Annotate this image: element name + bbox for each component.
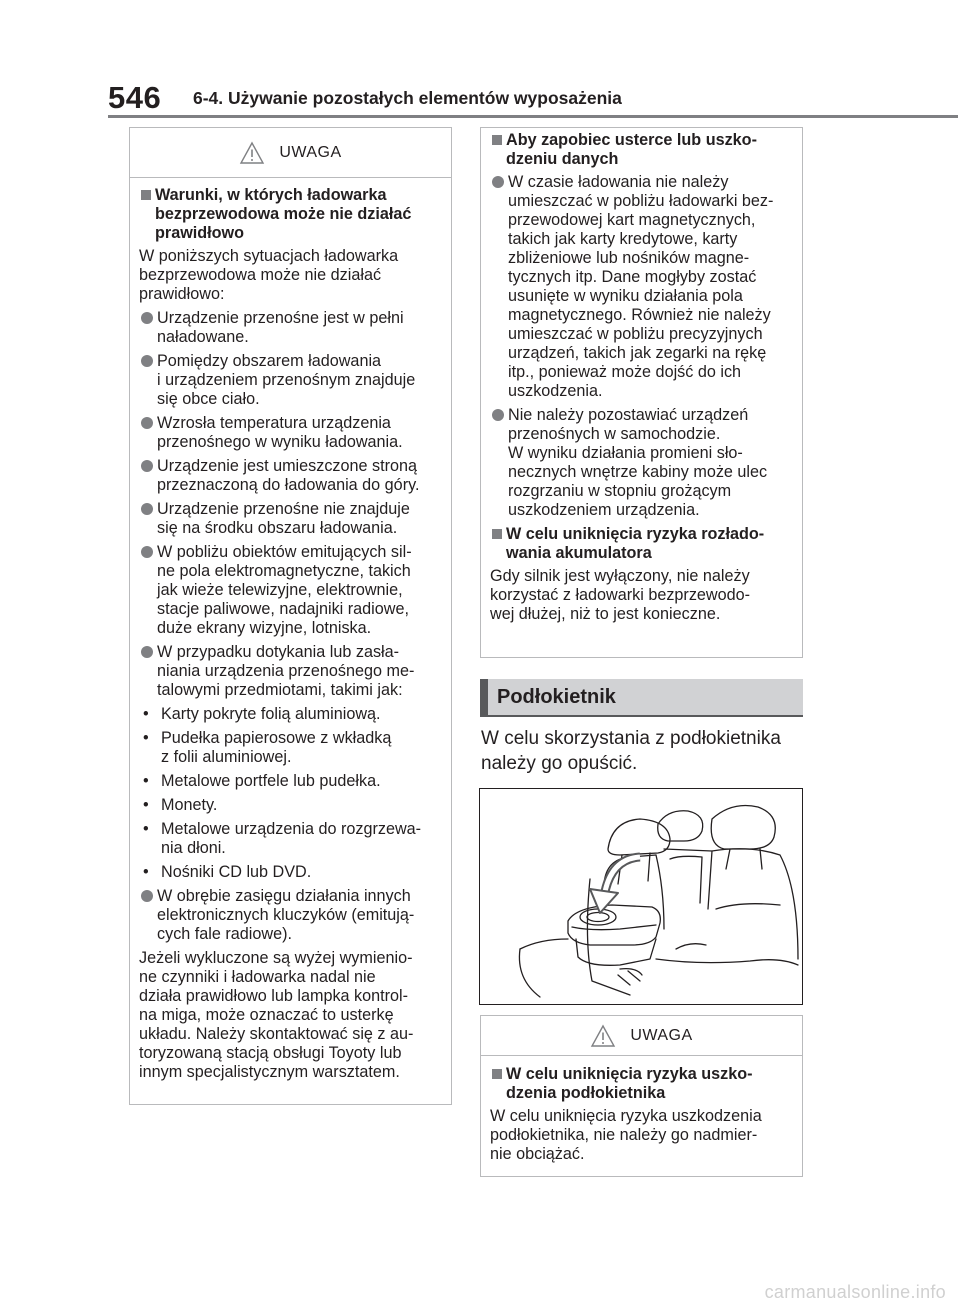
round-bullet-icon [492, 176, 504, 188]
closing-paragraph: Jeżeli wykluczone są wyżej wymienio- ne czynniki i ładowarka nadal nie działa prawidłowo lub lampka kontrol- na miga, może oznaczać to usterkę układu. Należy skontaktować się z au- toryzowaną stacją obsługi Toyoty lub innym specjalistycznym warsztatem. [139, 949, 414, 1081]
warning-triangle-icon [590, 1024, 616, 1048]
bullet-item: Urządzenie jest umieszczone stroną przeznaczoną do ładowania do góry. [139, 457, 445, 495]
battery-paragraph: Gdy silnik jest wyłączony, nie należy korzystać z ładowarki bezprzewodo- wej dłużej, niż to jest konieczne. [490, 567, 751, 623]
bullet-item: W pobliżu obiektów emitujących sil- ne pola elektromagnetyczne, takich jak wieże telewizyjne, elektrownie, stacje paliwowe, nadajniki radiowe, duże ekrany wizyjne, lotniska. [139, 543, 445, 638]
warning-heading: UWAGA [630, 1026, 693, 1044]
rear-seat-armrest-drawing [480, 789, 802, 1004]
round-bullet-icon [141, 355, 153, 367]
bullet-item: Nie należy pozostawiać urządzeń przenośnych w samochodzie. W wyniku działania promieni sło- necznych wnętrze kabiny może ulec rozgrzaniu w stopniu grożącym uszkodzeniem urządzenia. [490, 406, 796, 520]
dash-list-item: • Karty pokryte folią aluminiową. [139, 705, 445, 724]
square-bullet-icon [492, 135, 502, 145]
bullet-item: Wzrosła temperatura urządzenia przenośnego w wyniku ładowania. [139, 414, 445, 452]
info-box-right [480, 127, 803, 658]
page-number: 546 [108, 80, 162, 115]
dash-bullet-icon: • [143, 820, 149, 838]
bullet-item: W czasie ładowania nie należy umieszczać w pobliżu ładowarki bez- przewodowej kart magnetycznych, takich jak karty kredytowe, karty zbliżeniowe lub nośników magne- tycznych itp. Dane mogłyby zostać usunięte w wyniku działania pola magnetycznego. Również nie należy umieszczać w pobliżu precyzyjnych urządzeń, takich jak zegarki na rękę itp., ponieważ może dojść do ich uszkodzenia. [490, 173, 796, 401]
section-title: 6-4. Używanie pozostałych elementów wyposażenia [193, 88, 622, 108]
armrest-intro: W celu skorzystania z podłokietnika należy go opuścić. [481, 728, 781, 774]
condition-list [139, 309, 445, 700]
round-bullet-icon [141, 312, 153, 324]
intro-paragraph: W poniższych sytuacjach ładowarka bezprzewodowa może nie działać prawidłowo: [139, 247, 399, 303]
dash-list-item: • Monety. [139, 796, 445, 815]
watermark: carmanualsonline.info [764, 1282, 946, 1302]
subheading: W celu uniknięcia ryzyka rozłado- wania akumulatora [490, 525, 796, 563]
dash-bullet-icon: • [143, 796, 149, 814]
warning-box-header [481, 1016, 802, 1056]
armrest-illustration [479, 788, 803, 1005]
round-bullet-icon [141, 417, 153, 429]
armrest-banner [480, 679, 803, 717]
warning-box-header [130, 128, 451, 178]
warning-box-body [130, 178, 451, 1082]
warning-heading: UWAGA [279, 143, 342, 161]
round-bullet-icon [141, 646, 153, 658]
warning-box-bottom [480, 1015, 803, 1177]
dash-bullet-icon: • [143, 863, 149, 881]
square-bullet-icon [492, 1069, 502, 1079]
round-bullet-icon [141, 503, 153, 515]
square-bullet-icon [492, 529, 502, 539]
round-bullet-icon [141, 890, 153, 902]
armrest-heading: Podłokietnik [497, 686, 616, 708]
armrest-warning-paragraph: W celu uniknięcia ryzyka uszkodzenia podłokietnika, nie należy go nadmier- nie obciążać. [490, 1107, 762, 1163]
warning-triangle-icon [239, 141, 265, 165]
header-rule [108, 115, 958, 118]
subheading: W celu uniknięcia ryzyka uszko- dzenia podłokietnika [490, 1065, 796, 1103]
bullet-item: Pomiędzy obszarem ładowania i urządzeniem przenośnym znajduje się obce ciało. [139, 352, 445, 409]
banner-accent-bar [480, 679, 488, 715]
round-bullet-icon [141, 460, 153, 472]
square-bullet-icon [141, 190, 151, 200]
round-bullet-icon [492, 409, 504, 421]
subheading: Aby zapobiec usterce lub uszko- dzeniu danych [490, 131, 796, 169]
info-box-body [481, 128, 802, 624]
subheading: Warunki, w których ładowarka bezprzewodowa może nie działać prawidłowo [139, 186, 445, 243]
bullet-item: Urządzenie przenośne nie znajduje się na środku obszaru ładowania. [139, 500, 445, 538]
dash-bullet-icon: • [143, 729, 149, 747]
metal-objects-list [139, 705, 445, 882]
dash-bullet-icon: • [143, 772, 149, 790]
dash-list-item: • Nośniki CD lub DVD. [139, 863, 445, 882]
round-bullet-icon [141, 546, 153, 558]
warning-box-left [129, 127, 452, 1105]
bullet-item: Urządzenie przenośne jest w pełni naładowane. [139, 309, 445, 347]
dash-list-item: • Metalowe urządzenia do rozgrzewa- nia dłoni. [139, 820, 445, 858]
dash-list-item: • Pudełka papierosowe z wkładką z folii aluminiowej. [139, 729, 445, 767]
dash-list-item: • Metalowe portfele lub pudełka. [139, 772, 445, 791]
warning-box-body [481, 1056, 802, 1164]
bullet-item: W przypadku dotykania lub zasła- niania urządzenia przenośnego me- talowymi przedmiotami, takimi jak: [139, 643, 445, 700]
dash-bullet-icon: • [143, 705, 149, 723]
data-protection-list [490, 173, 796, 520]
bullet-item: W obrębie zasięgu działania innych elektronicznych kluczyków (emitują- cych fale radiowe). [139, 887, 445, 944]
